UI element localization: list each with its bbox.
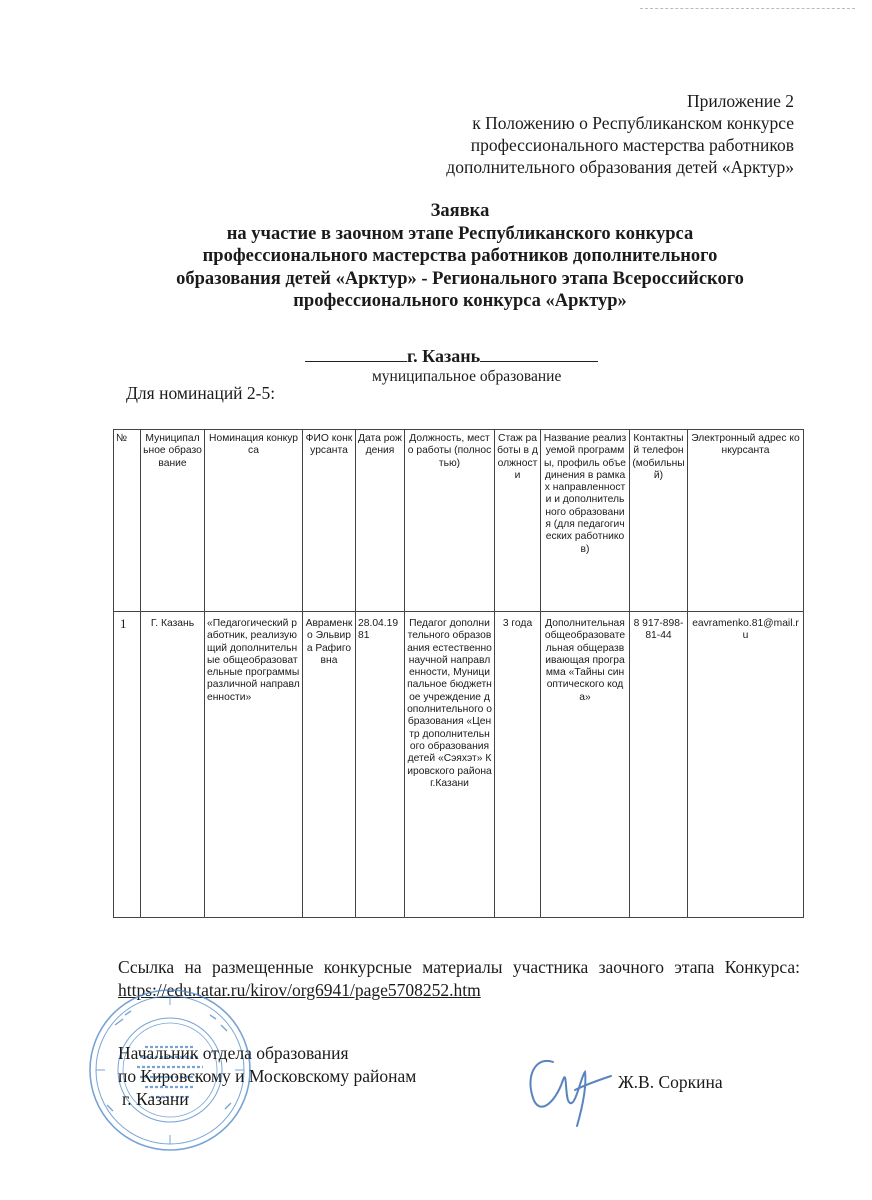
cell-experience: 3 года [495,612,541,918]
header-cell-fio: ФИО конкурсанта [303,430,356,612]
materials-link[interactable]: https://edu.tatar.ru/kirov/org6941/page5708252.htm [118,980,481,1000]
cell-phone: 8 917-898-81-44 [630,612,688,918]
signature-block [118,1042,416,1111]
appendix-line-2: к Положению о Республиканском конкурсе [472,113,794,133]
cell-municipality: Г. Казань [141,612,205,918]
scan-edge-line [640,8,855,10]
application-table [113,429,804,918]
title-line-3: профессионального мастерства работников дополнительного [202,246,718,266]
header-cell-municipality: Муниципальное образование [141,430,205,612]
appendix-line-3: профессионального мастерства работников [470,135,794,155]
municipality-caption: муниципальное образование [372,368,562,385]
appendix-header [324,90,794,178]
appendix-line-1: Приложение 2 [686,91,794,111]
title-line-2: на участие в заочном этапе Республиканского конкурса [226,223,694,244]
header-cell-position: Должность, место работы (полностью) [405,430,495,612]
nominations-label: Для номинаций 2-5: [126,383,276,403]
header-cell-email: Электронный адрес конкурсанта [688,430,804,612]
blank-underline-right [480,344,598,362]
signature-line-3: г. Казани [122,1089,189,1109]
header-cell-number: № [114,430,141,612]
header-cell-phone: Контактный телефон (мобильный) [630,430,688,612]
city-name: г. Казань [407,346,481,366]
appendix-line-4: дополнительного образования детей «Арктур» [446,157,794,177]
handwritten-signature [515,1040,620,1130]
signatory-name: Ж.В. Соркина [618,1072,723,1092]
cell-position: Педагог дополнительного образования естественнонаучной направленности, Муниципальное бюджетное учреждение дополнительного образования «Центр дополнительного образования детей «Сэяхэт» Кировского района г.Казани [405,612,495,918]
signature-line-1: Начальник отдела образования [118,1043,349,1063]
title-line-4: образования детей «Арктур» - Регионального этапа Всероссийского [176,268,744,289]
table-header-row [114,430,804,612]
header-cell-experience: Стаж работы в должности [495,430,541,612]
title-line-5: профессионального конкурса «Арктур» [293,291,627,311]
blank-underline-left [305,344,407,362]
table-row [114,612,804,918]
cell-nomination: «Педагогический работник, реализующий дополнительные общеобразовательные программы различной направленности» [205,612,303,918]
cell-email: eavramenko.81@mail.ru [688,612,804,918]
header-cell-program: Название реализуемой программы, профиль объединения в рамках направленности и дополнительного образования (для педагогических работников) [541,430,630,612]
link-text: Ссылка на размещенные конкурсные материалы участника заочного этапа Конкурса: [118,957,800,977]
header-cell-nomination: Номинация конкурса [205,430,303,612]
city-line [305,344,598,367]
cell-fio: Авраменко Эльвира Рафиговна [303,612,356,918]
cell-number: 1 [114,612,141,918]
cell-birth-date: 28.04.1981 [356,612,405,918]
signature-line-2: по Кировскому и Московскому районам [118,1066,417,1086]
header-cell-birth-date: Дата рождения [356,430,405,612]
cell-program: Дополнительная общеобразовательная общеразвивающая программа «Тайны синоптического кода» [541,612,630,918]
document-title [120,200,800,313]
title-line-1: Заявка [430,201,490,221]
